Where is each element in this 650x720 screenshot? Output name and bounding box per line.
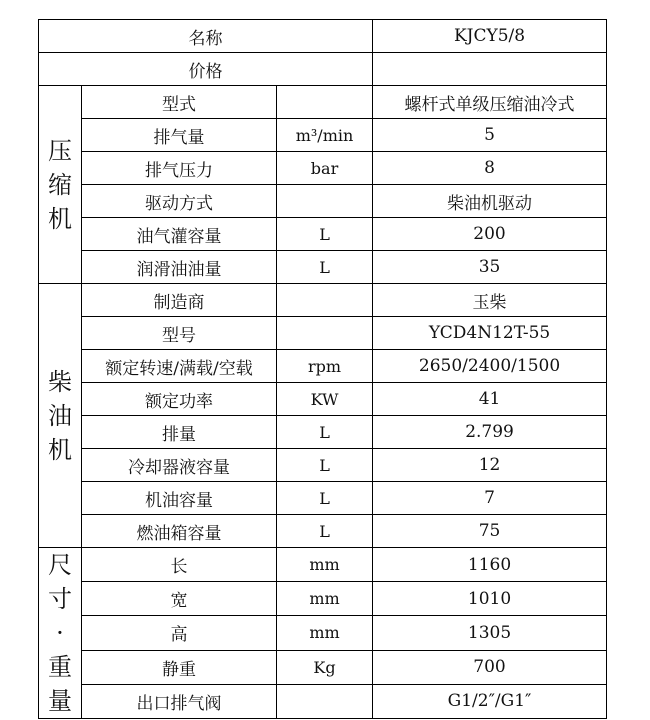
param-label: 型式	[82, 86, 277, 119]
spec-row	[39, 449, 607, 482]
param-label: 冷却器液容量	[82, 449, 277, 482]
spec-row	[39, 482, 607, 515]
param-label: 出口排气阀	[82, 684, 277, 718]
unit-cell	[277, 284, 373, 317]
unit-cell: mm	[277, 548, 373, 582]
group-title-char: 柴	[48, 367, 72, 396]
price-row	[39, 53, 607, 86]
spec-row	[39, 251, 607, 284]
unit-cell: mm	[277, 582, 373, 616]
name-value: KJCY5/8	[373, 20, 607, 53]
value-cell: 12	[373, 449, 607, 482]
spec-row	[39, 383, 607, 416]
unit-cell: L	[277, 416, 373, 449]
unit-cell	[277, 684, 373, 718]
unit-cell: KW	[277, 383, 373, 416]
spec-table	[38, 19, 607, 719]
group-title-char: 尺	[48, 551, 72, 579]
name-row	[39, 20, 607, 53]
spec-row	[39, 86, 607, 119]
param-label: 润滑油油量	[82, 251, 277, 284]
value-cell: 玉柴	[373, 284, 607, 317]
unit-cell	[277, 317, 373, 350]
param-label: 静重	[82, 650, 277, 684]
value-cell: 75	[373, 515, 607, 548]
spec-row	[39, 218, 607, 251]
value-cell: 8	[373, 152, 607, 185]
param-label: 型号	[82, 317, 277, 350]
param-label: 排气压力	[82, 152, 277, 185]
group-title-char: ·	[56, 619, 64, 647]
unit-cell: L	[277, 218, 373, 251]
unit-cell: L	[277, 449, 373, 482]
unit-cell: L	[277, 251, 373, 284]
value-cell: G1/2″/G1″	[373, 684, 607, 718]
group-title-char: 重	[48, 653, 72, 681]
unit-cell: L	[277, 482, 373, 515]
value-cell: 2.799	[373, 416, 607, 449]
group-title-char: 量	[48, 687, 72, 715]
group-title-char: 压	[48, 136, 72, 165]
name-label: 名称	[39, 20, 373, 53]
unit-cell: rpm	[277, 350, 373, 383]
param-label: 排量	[82, 416, 277, 449]
value-cell: 1305	[373, 616, 607, 650]
value-cell: 5	[373, 119, 607, 152]
param-label: 制造商	[82, 284, 277, 317]
value-cell: 41	[373, 383, 607, 416]
unit-cell	[277, 86, 373, 119]
unit-cell	[277, 185, 373, 218]
spec-row	[39, 548, 607, 582]
group-title-char: 缩	[48, 170, 72, 199]
spec-row	[39, 317, 607, 350]
spec-row	[39, 350, 607, 383]
value-cell: 35	[373, 251, 607, 284]
price-value	[373, 53, 607, 86]
param-label: 排气量	[82, 119, 277, 152]
group-title-dimensions-weight	[39, 548, 82, 719]
group-title-char: 油	[48, 401, 72, 430]
value-cell: 1160	[373, 548, 607, 582]
value-cell: YCD4N12T-55	[373, 317, 607, 350]
unit-cell: L	[277, 515, 373, 548]
param-label: 宽	[82, 582, 277, 616]
spec-row	[39, 284, 607, 317]
spec-row	[39, 416, 607, 449]
unit-cell: mm	[277, 616, 373, 650]
param-label: 燃油箱容量	[82, 515, 277, 548]
spec-row	[39, 185, 607, 218]
group-title-char: 寸	[48, 585, 72, 613]
param-label: 高	[82, 616, 277, 650]
value-cell: 柴油机驱动	[373, 185, 607, 218]
param-label: 机油容量	[82, 482, 277, 515]
spec-row	[39, 616, 607, 650]
group-title-char: 机	[48, 204, 72, 233]
spec-table-body	[39, 20, 607, 719]
group-title-diesel-engine	[39, 284, 82, 548]
group-title-char: 机	[48, 435, 72, 464]
value-cell: 7	[373, 482, 607, 515]
value-cell: 200	[373, 218, 607, 251]
spec-row	[39, 582, 607, 616]
unit-cell: Kg	[277, 650, 373, 684]
value-cell: 700	[373, 650, 607, 684]
param-label: 油气灌容量	[82, 218, 277, 251]
param-label: 额定转速/满载/空载	[82, 350, 277, 383]
unit-cell: bar	[277, 152, 373, 185]
spec-row	[39, 119, 607, 152]
param-label: 额定功率	[82, 383, 277, 416]
unit-cell: m³/min	[277, 119, 373, 152]
spec-row	[39, 684, 607, 718]
value-cell: 2650/2400/1500	[373, 350, 607, 383]
price-label: 价格	[39, 53, 373, 86]
value-cell: 螺杆式单级压缩油冷式	[373, 86, 607, 119]
param-label: 长	[82, 548, 277, 582]
param-label: 驱动方式	[82, 185, 277, 218]
value-cell: 1010	[373, 582, 607, 616]
spec-row	[39, 650, 607, 684]
spec-row	[39, 152, 607, 185]
spec-row	[39, 515, 607, 548]
group-title-compressor	[39, 86, 82, 284]
